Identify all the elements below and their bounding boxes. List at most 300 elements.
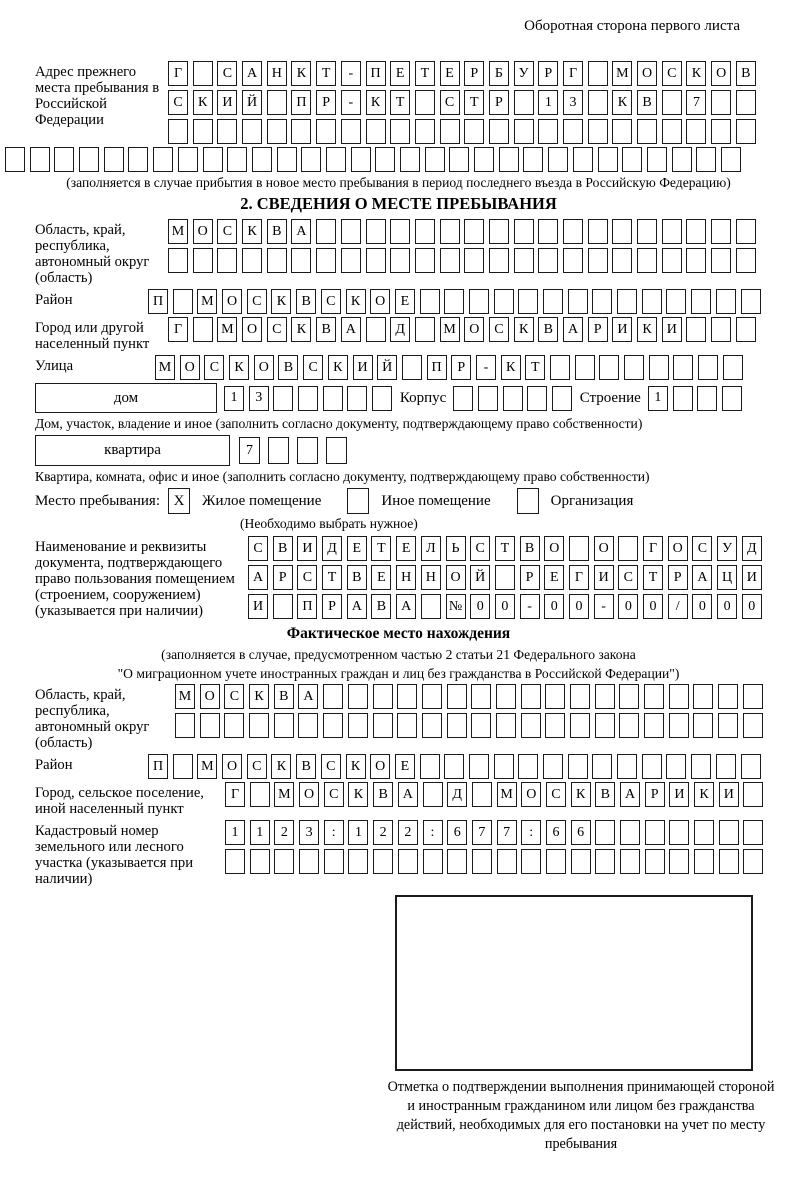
- char-cell[interactable]: [575, 355, 595, 380]
- char-cell[interactable]: С: [267, 317, 287, 342]
- char-cell[interactable]: О: [668, 536, 688, 561]
- char-cell[interactable]: [514, 119, 534, 144]
- char-cell[interactable]: [268, 437, 289, 464]
- char-cell[interactable]: [711, 248, 731, 273]
- char-cell[interactable]: [722, 386, 742, 411]
- char-cell[interactable]: М: [175, 684, 195, 709]
- char-cell[interactable]: О: [193, 219, 213, 244]
- char-cell[interactable]: [297, 437, 318, 464]
- char-cell[interactable]: И: [353, 355, 373, 380]
- char-cell[interactable]: К: [346, 289, 366, 314]
- char-cell[interactable]: [252, 147, 272, 172]
- char-cell[interactable]: [669, 684, 689, 709]
- char-cell[interactable]: [420, 754, 440, 779]
- char-cell[interactable]: 1: [224, 386, 244, 411]
- char-cell[interactable]: [415, 119, 435, 144]
- char-cell[interactable]: [743, 713, 763, 738]
- char-cell[interactable]: С: [321, 754, 341, 779]
- char-cell[interactable]: К: [291, 61, 311, 86]
- char-cell[interactable]: М: [197, 289, 217, 314]
- char-cell[interactable]: [612, 248, 632, 273]
- char-cell[interactable]: [736, 90, 756, 115]
- char-cell[interactable]: [472, 849, 492, 874]
- char-cell[interactable]: [299, 849, 319, 874]
- char-cell[interactable]: С: [204, 355, 224, 380]
- char-cell[interactable]: [373, 849, 393, 874]
- char-cell[interactable]: С: [217, 219, 237, 244]
- char-cell[interactable]: И: [742, 565, 762, 590]
- char-cell[interactable]: [543, 754, 563, 779]
- char-cell[interactable]: [548, 147, 568, 172]
- char-cell[interactable]: В: [736, 61, 756, 86]
- char-cell[interactable]: А: [692, 565, 712, 590]
- char-cell[interactable]: 0: [717, 594, 737, 619]
- char-cell[interactable]: В: [595, 782, 615, 807]
- char-cell[interactable]: [538, 119, 558, 144]
- char-cell[interactable]: [79, 147, 99, 172]
- char-cell[interactable]: [415, 248, 435, 273]
- char-cell[interactable]: [423, 849, 443, 874]
- char-cell[interactable]: Н: [421, 565, 441, 590]
- char-cell[interactable]: [30, 147, 50, 172]
- char-cell[interactable]: С: [618, 565, 638, 590]
- char-cell[interactable]: [267, 90, 287, 115]
- char-cell[interactable]: Р: [520, 565, 540, 590]
- char-cell[interactable]: 1: [538, 90, 558, 115]
- char-cell[interactable]: 0: [692, 594, 712, 619]
- char-cell[interactable]: [489, 219, 509, 244]
- char-cell[interactable]: [496, 684, 516, 709]
- char-cell[interactable]: 0: [643, 594, 663, 619]
- char-cell[interactable]: 1: [250, 820, 270, 845]
- char-cell[interactable]: [397, 713, 417, 738]
- char-cell[interactable]: [397, 684, 417, 709]
- char-cell[interactable]: [718, 713, 738, 738]
- char-cell[interactable]: Е: [395, 289, 415, 314]
- char-cell[interactable]: Е: [347, 536, 367, 561]
- char-cell[interactable]: К: [348, 782, 368, 807]
- char-cell[interactable]: [153, 147, 173, 172]
- char-cell[interactable]: В: [538, 317, 558, 342]
- char-cell[interactable]: А: [291, 219, 311, 244]
- char-cell[interactable]: [588, 90, 608, 115]
- char-cell[interactable]: [642, 754, 662, 779]
- char-cell[interactable]: [568, 289, 588, 314]
- char-cell[interactable]: [447, 713, 467, 738]
- char-cell[interactable]: И: [719, 782, 739, 807]
- char-cell[interactable]: [618, 536, 638, 561]
- char-cell[interactable]: [326, 147, 346, 172]
- char-cell[interactable]: [716, 754, 736, 779]
- char-cell[interactable]: П: [148, 289, 168, 314]
- char-cell[interactable]: [423, 782, 443, 807]
- char-cell[interactable]: С: [248, 536, 268, 561]
- char-cell[interactable]: [599, 355, 619, 380]
- char-cell[interactable]: [694, 849, 714, 874]
- char-cell[interactable]: [523, 147, 543, 172]
- char-cell[interactable]: [743, 684, 763, 709]
- char-cell[interactable]: [622, 147, 642, 172]
- char-cell[interactable]: [440, 119, 460, 144]
- char-cell[interactable]: [366, 119, 386, 144]
- char-cell[interactable]: О: [370, 754, 390, 779]
- char-cell[interactable]: О: [180, 355, 200, 380]
- char-cell[interactable]: [474, 147, 494, 172]
- char-cell[interactable]: [440, 248, 460, 273]
- char-cell[interactable]: Й: [377, 355, 397, 380]
- char-cell[interactable]: [242, 248, 262, 273]
- char-cell[interactable]: В: [296, 289, 316, 314]
- char-cell[interactable]: 7: [239, 437, 260, 464]
- char-cell[interactable]: -: [341, 61, 361, 86]
- char-cell[interactable]: 7: [497, 820, 517, 845]
- char-cell[interactable]: С: [546, 782, 566, 807]
- char-cell[interactable]: [552, 386, 572, 411]
- char-cell[interactable]: Д: [447, 782, 467, 807]
- char-cell[interactable]: [620, 849, 640, 874]
- char-cell[interactable]: [168, 119, 188, 144]
- char-cell[interactable]: [301, 147, 321, 172]
- char-cell[interactable]: М: [440, 317, 460, 342]
- char-cell[interactable]: [469, 754, 489, 779]
- char-cell[interactable]: М: [217, 317, 237, 342]
- char-cell[interactable]: [686, 248, 706, 273]
- char-cell[interactable]: [323, 713, 343, 738]
- char-cell[interactable]: :: [423, 820, 443, 845]
- char-cell[interactable]: У: [514, 61, 534, 86]
- char-cell[interactable]: [316, 248, 336, 273]
- char-cell[interactable]: [538, 219, 558, 244]
- char-cell[interactable]: [128, 147, 148, 172]
- char-cell[interactable]: [620, 820, 640, 845]
- char-cell[interactable]: [644, 713, 664, 738]
- char-cell[interactable]: [741, 754, 761, 779]
- char-cell[interactable]: К: [242, 219, 262, 244]
- char-cell[interactable]: [472, 782, 492, 807]
- char-cell[interactable]: 2: [274, 820, 294, 845]
- char-cell[interactable]: Р: [451, 355, 471, 380]
- char-cell[interactable]: А: [398, 782, 418, 807]
- apartment-type-box[interactable]: квартира: [35, 435, 230, 466]
- char-cell[interactable]: Т: [322, 565, 342, 590]
- char-cell[interactable]: [662, 119, 682, 144]
- char-cell[interactable]: [743, 849, 763, 874]
- char-cell[interactable]: Т: [525, 355, 545, 380]
- char-cell[interactable]: [588, 119, 608, 144]
- char-cell[interactable]: И: [297, 536, 317, 561]
- char-cell[interactable]: Й: [242, 90, 262, 115]
- char-cell[interactable]: [415, 90, 435, 115]
- char-cell[interactable]: О: [200, 684, 220, 709]
- char-cell[interactable]: [193, 119, 213, 144]
- char-cell[interactable]: [373, 713, 393, 738]
- char-cell[interactable]: Е: [390, 61, 410, 86]
- char-cell[interactable]: [649, 355, 669, 380]
- char-cell[interactable]: [686, 317, 706, 342]
- char-cell[interactable]: [225, 849, 245, 874]
- char-cell[interactable]: -: [341, 90, 361, 115]
- char-cell[interactable]: Г: [643, 536, 663, 561]
- char-cell[interactable]: [444, 754, 464, 779]
- char-cell[interactable]: [390, 219, 410, 244]
- char-cell[interactable]: [316, 119, 336, 144]
- char-cell[interactable]: 0: [569, 594, 589, 619]
- char-cell[interactable]: [538, 248, 558, 273]
- char-cell[interactable]: [637, 219, 657, 244]
- char-cell[interactable]: [521, 713, 541, 738]
- char-cell[interactable]: [366, 219, 386, 244]
- char-cell[interactable]: 2: [398, 820, 418, 845]
- char-cell[interactable]: [645, 820, 665, 845]
- char-cell[interactable]: П: [148, 754, 168, 779]
- char-cell[interactable]: К: [193, 90, 213, 115]
- char-cell[interactable]: 7: [686, 90, 706, 115]
- char-cell[interactable]: [298, 386, 318, 411]
- char-cell[interactable]: У: [717, 536, 737, 561]
- char-cell[interactable]: [200, 713, 220, 738]
- char-cell[interactable]: Д: [742, 536, 762, 561]
- char-cell[interactable]: [444, 289, 464, 314]
- char-cell[interactable]: 1: [348, 820, 368, 845]
- char-cell[interactable]: [694, 820, 714, 845]
- char-cell[interactable]: С: [247, 289, 267, 314]
- char-cell[interactable]: [543, 289, 563, 314]
- char-cell[interactable]: Т: [643, 565, 663, 590]
- char-cell[interactable]: [743, 782, 763, 807]
- char-cell[interactable]: [273, 594, 293, 619]
- char-cell[interactable]: К: [271, 289, 291, 314]
- char-cell[interactable]: К: [501, 355, 521, 380]
- char-cell[interactable]: И: [612, 317, 632, 342]
- char-cell[interactable]: [495, 565, 515, 590]
- char-cell[interactable]: [563, 248, 583, 273]
- char-cell[interactable]: В: [278, 355, 298, 380]
- char-cell[interactable]: Е: [371, 565, 391, 590]
- char-cell[interactable]: Р: [645, 782, 665, 807]
- char-cell[interactable]: П: [297, 594, 317, 619]
- char-cell[interactable]: А: [341, 317, 361, 342]
- char-cell[interactable]: 1: [225, 820, 245, 845]
- char-cell[interactable]: П: [427, 355, 447, 380]
- char-cell[interactable]: [420, 289, 440, 314]
- char-cell[interactable]: [645, 849, 665, 874]
- char-cell[interactable]: [489, 119, 509, 144]
- char-cell[interactable]: С: [224, 684, 244, 709]
- char-cell[interactable]: П: [366, 61, 386, 86]
- char-cell[interactable]: [348, 849, 368, 874]
- char-cell[interactable]: [193, 61, 213, 86]
- char-cell[interactable]: С: [440, 90, 460, 115]
- char-cell[interactable]: [662, 248, 682, 273]
- char-cell[interactable]: [464, 248, 484, 273]
- char-cell[interactable]: А: [242, 61, 262, 86]
- char-cell[interactable]: М: [612, 61, 632, 86]
- char-cell[interactable]: Г: [563, 61, 583, 86]
- char-cell[interactable]: [736, 219, 756, 244]
- char-cell[interactable]: 0: [618, 594, 638, 619]
- char-cell[interactable]: Е: [440, 61, 460, 86]
- char-cell[interactable]: [711, 90, 731, 115]
- char-cell[interactable]: [447, 849, 467, 874]
- char-cell[interactable]: [573, 147, 593, 172]
- char-cell[interactable]: С: [662, 61, 682, 86]
- char-cell[interactable]: С: [168, 90, 188, 115]
- char-cell[interactable]: [662, 90, 682, 115]
- char-cell[interactable]: [372, 386, 392, 411]
- char-cell[interactable]: [390, 119, 410, 144]
- char-cell[interactable]: [341, 248, 361, 273]
- char-cell[interactable]: О: [464, 317, 484, 342]
- char-cell[interactable]: В: [373, 782, 393, 807]
- char-cell[interactable]: [503, 386, 523, 411]
- char-cell[interactable]: [718, 684, 738, 709]
- char-cell[interactable]: [54, 147, 74, 172]
- char-cell[interactable]: [691, 289, 711, 314]
- char-cell[interactable]: [518, 754, 538, 779]
- char-cell[interactable]: [514, 90, 534, 115]
- char-cell[interactable]: [563, 119, 583, 144]
- char-cell[interactable]: [550, 355, 570, 380]
- char-cell[interactable]: Ц: [717, 565, 737, 590]
- char-cell[interactable]: [422, 713, 442, 738]
- char-cell[interactable]: [323, 386, 343, 411]
- char-cell[interactable]: Р: [668, 565, 688, 590]
- char-cell[interactable]: В: [273, 536, 293, 561]
- char-cell[interactable]: В: [274, 684, 294, 709]
- char-cell[interactable]: [497, 849, 517, 874]
- char-cell[interactable]: [693, 684, 713, 709]
- char-cell[interactable]: [619, 684, 639, 709]
- char-cell[interactable]: Е: [395, 754, 415, 779]
- char-cell[interactable]: [348, 684, 368, 709]
- char-cell[interactable]: [249, 713, 269, 738]
- char-cell[interactable]: О: [594, 536, 614, 561]
- char-cell[interactable]: Д: [322, 536, 342, 561]
- char-cell[interactable]: /: [668, 594, 688, 619]
- char-cell[interactable]: [736, 317, 756, 342]
- char-cell[interactable]: [669, 713, 689, 738]
- char-cell[interactable]: Т: [415, 61, 435, 86]
- char-cell[interactable]: В: [637, 90, 657, 115]
- char-cell[interactable]: [267, 119, 287, 144]
- char-cell[interactable]: [698, 355, 718, 380]
- char-cell[interactable]: [366, 317, 386, 342]
- char-cell[interactable]: -: [594, 594, 614, 619]
- char-cell[interactable]: :: [521, 820, 541, 845]
- char-cell[interactable]: Е: [396, 536, 416, 561]
- char-cell[interactable]: С: [217, 61, 237, 86]
- char-cell[interactable]: Ь: [446, 536, 466, 561]
- char-cell[interactable]: [592, 754, 612, 779]
- char-cell[interactable]: [471, 713, 491, 738]
- char-cell[interactable]: К: [514, 317, 534, 342]
- char-cell[interactable]: [175, 713, 195, 738]
- char-cell[interactable]: И: [248, 594, 268, 619]
- char-cell[interactable]: Н: [267, 61, 287, 86]
- char-cell[interactable]: [351, 147, 371, 172]
- stay-type-checkbox-other[interactable]: [347, 488, 369, 514]
- char-cell[interactable]: [341, 219, 361, 244]
- char-cell[interactable]: Г: [168, 317, 188, 342]
- char-cell[interactable]: Р: [464, 61, 484, 86]
- char-cell[interactable]: И: [217, 90, 237, 115]
- char-cell[interactable]: Г: [569, 565, 589, 590]
- char-cell[interactable]: 1: [648, 386, 668, 411]
- char-cell[interactable]: А: [620, 782, 640, 807]
- char-cell[interactable]: В: [267, 219, 287, 244]
- char-cell[interactable]: [721, 147, 741, 172]
- char-cell[interactable]: [711, 219, 731, 244]
- char-cell[interactable]: [521, 849, 541, 874]
- char-cell[interactable]: [637, 248, 657, 273]
- char-cell[interactable]: [571, 849, 591, 874]
- char-cell[interactable]: А: [563, 317, 583, 342]
- char-cell[interactable]: Г: [225, 782, 245, 807]
- char-cell[interactable]: [217, 248, 237, 273]
- char-cell[interactable]: К: [694, 782, 714, 807]
- char-cell[interactable]: [499, 147, 519, 172]
- char-cell[interactable]: [743, 820, 763, 845]
- char-cell[interactable]: [612, 119, 632, 144]
- char-cell[interactable]: Т: [316, 61, 336, 86]
- char-cell[interactable]: [719, 849, 739, 874]
- char-cell[interactable]: 3: [249, 386, 269, 411]
- char-cell[interactable]: [440, 219, 460, 244]
- char-cell[interactable]: [570, 713, 590, 738]
- char-cell[interactable]: Л: [421, 536, 441, 561]
- char-cell[interactable]: [496, 713, 516, 738]
- char-cell[interactable]: [425, 147, 445, 172]
- char-cell[interactable]: С: [297, 565, 317, 590]
- char-cell[interactable]: 0: [495, 594, 515, 619]
- char-cell[interactable]: [373, 684, 393, 709]
- char-cell[interactable]: -: [476, 355, 496, 380]
- char-cell[interactable]: [647, 147, 667, 172]
- char-cell[interactable]: К: [229, 355, 249, 380]
- char-cell[interactable]: [398, 849, 418, 874]
- char-cell[interactable]: Т: [371, 536, 391, 561]
- char-cell[interactable]: [696, 147, 716, 172]
- char-cell[interactable]: 7: [472, 820, 492, 845]
- char-cell[interactable]: [546, 849, 566, 874]
- char-cell[interactable]: К: [328, 355, 348, 380]
- char-cell[interactable]: [514, 248, 534, 273]
- char-cell[interactable]: 0: [742, 594, 762, 619]
- char-cell[interactable]: [598, 147, 618, 172]
- char-cell[interactable]: [693, 713, 713, 738]
- char-cell[interactable]: Р: [538, 61, 558, 86]
- char-cell[interactable]: К: [637, 317, 657, 342]
- char-cell[interactable]: [298, 713, 318, 738]
- char-cell[interactable]: С: [247, 754, 267, 779]
- char-cell[interactable]: Й: [470, 565, 490, 590]
- char-cell[interactable]: [274, 849, 294, 874]
- char-cell[interactable]: С: [324, 782, 344, 807]
- char-cell[interactable]: К: [366, 90, 386, 115]
- char-cell[interactable]: Б: [489, 61, 509, 86]
- char-cell[interactable]: М: [497, 782, 517, 807]
- char-cell[interactable]: [711, 119, 731, 144]
- char-cell[interactable]: М: [168, 219, 188, 244]
- char-cell[interactable]: 6: [546, 820, 566, 845]
- char-cell[interactable]: [402, 355, 422, 380]
- char-cell[interactable]: [588, 61, 608, 86]
- char-cell[interactable]: [494, 289, 514, 314]
- char-cell[interactable]: [521, 684, 541, 709]
- char-cell[interactable]: [666, 754, 686, 779]
- char-cell[interactable]: [324, 849, 344, 874]
- char-cell[interactable]: [588, 219, 608, 244]
